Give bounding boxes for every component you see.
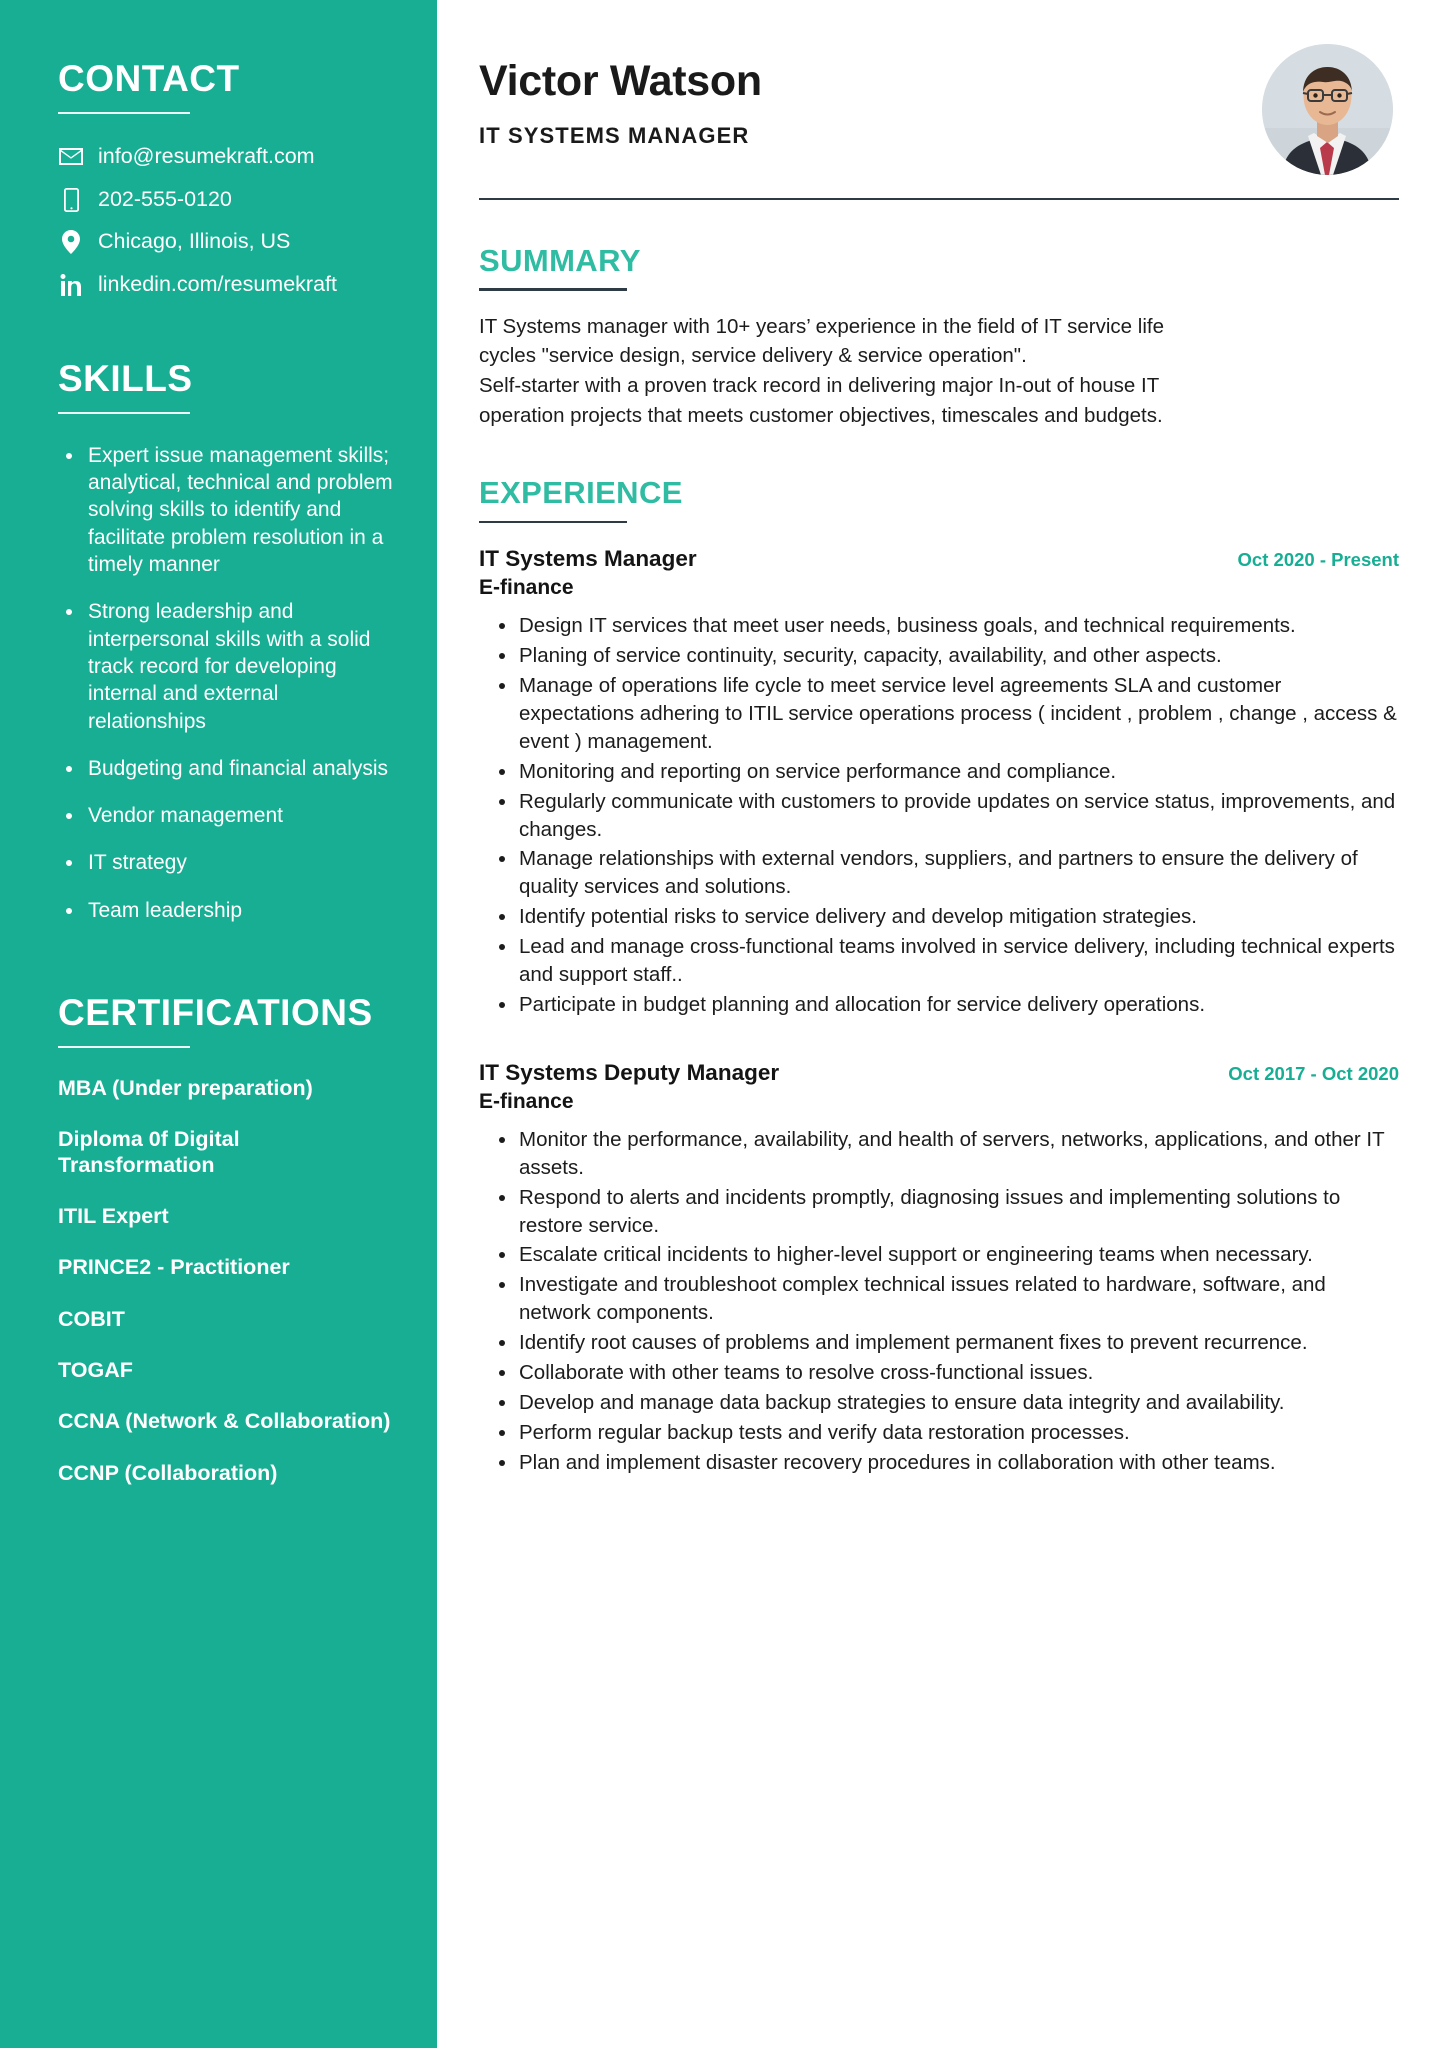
- skills-list: [58, 442, 399, 924]
- list-item: CCNP (Collaboration): [58, 1460, 278, 1485]
- contact-section: [58, 60, 399, 298]
- list-item: Investigate and troubleshoot complex technical issues related to hardware, software, and network components.: [479, 1271, 1399, 1327]
- experience-role: IT Systems Deputy Manager: [479, 1059, 780, 1085]
- skills-heading: SKILLS: [58, 358, 193, 400]
- list-item: Strong leadership and interpersonal skills with a solid track record for developing internal and external relationships: [58, 598, 399, 734]
- certifications-list: [58, 1076, 399, 1486]
- contact-item-email: [58, 144, 399, 170]
- list-item: Budgeting and financial analysis: [58, 755, 399, 782]
- experience-section: [479, 476, 1399, 1476]
- contact-item-linkedin[interactable]: [58, 272, 399, 298]
- experience-entry-head: [479, 1059, 1399, 1087]
- summary-line-3: Self-starter with a proven track record in delivering major In-out of house IT: [479, 374, 1160, 398]
- email-icon: [58, 148, 84, 165]
- list-item: Vendor management: [58, 802, 399, 829]
- list-item: Identify potential risks to service delivery and develop mitigation strategies.: [479, 903, 1399, 931]
- list-item: Diploma 0f Digital Transformation: [58, 1127, 240, 1177]
- page-title: Victor Watson: [479, 57, 762, 105]
- list-item: Team leadership: [58, 897, 399, 924]
- contact-list: [58, 144, 399, 298]
- avatar: [1262, 44, 1393, 175]
- list-item: Develop and manage data backup strategies to ensure data integrity and availability.: [479, 1389, 1399, 1417]
- contact-linkedin-text: linkedin.com/resumekraft: [98, 272, 337, 297]
- resume-header: [479, 44, 1399, 200]
- list-item: PRINCE2 - Practitioner: [58, 1255, 290, 1280]
- location-pin-icon: [58, 230, 84, 254]
- certifications-heading-wrap: [58, 994, 399, 1048]
- experience-bullets: [479, 612, 1399, 1018]
- summary-line-1: IT Systems manager with 10+ years’ experience in the field of IT service life: [479, 314, 1164, 338]
- experience-heading: EXPERIENCE: [479, 475, 683, 511]
- contact-email-text: info@resumekraft.com: [98, 143, 315, 168]
- experience-entry: [479, 1059, 1399, 1477]
- list-item: Monitoring and reporting on service performance and compliance.: [479, 758, 1399, 786]
- sidebar: [0, 0, 437, 2048]
- list-item: MBA (Under preparation): [58, 1075, 313, 1100]
- list-item: Regularly communicate with customers to provide updates on service status, improvements, and changes.: [479, 788, 1399, 844]
- experience-entry: [479, 545, 1399, 1019]
- list-item: Collaborate with other teams to resolve cross-functional issues.: [479, 1359, 1399, 1387]
- certifications-section: [58, 994, 399, 1486]
- experience-date: Oct 2017 - Oct 2020: [1228, 1062, 1399, 1084]
- contact-phone-text: 202-555-0120: [98, 186, 232, 211]
- list-item: Design IT services that meet user needs, business goals, and technical requirements.: [479, 612, 1399, 640]
- main-content: [437, 0, 1447, 2048]
- list-item: Monitor the performance, availability, and health of servers, networks, applications, and other IT assets.: [479, 1126, 1399, 1182]
- experience-role: IT Systems Manager: [479, 546, 697, 572]
- list-item: ITIL Expert: [58, 1203, 169, 1228]
- contact-item-location: [58, 229, 399, 255]
- experience-date: Oct 2020 - Present: [1237, 549, 1399, 571]
- summary-section: [479, 244, 1399, 430]
- linkedin-icon: [58, 274, 84, 296]
- list-item: TOGAF: [58, 1358, 133, 1383]
- skills-heading-wrap: [58, 360, 399, 414]
- list-item: Planing of service continuity, security, capacity, availability, and other aspects.: [479, 642, 1399, 670]
- summary-line-4: operation projects that meets customer objectives, timescales and budgets.: [479, 403, 1163, 427]
- experience-entry-head: [479, 545, 1399, 573]
- contact-heading-rule: [58, 112, 190, 114]
- list-item: CCNA (Network & Collaboration): [58, 1409, 391, 1434]
- experience-bullets: [479, 1126, 1399, 1477]
- header-row: [479, 44, 1399, 175]
- list-item: IT strategy: [58, 849, 399, 876]
- experience-company: E-finance: [479, 1089, 574, 1113]
- list-item: Manage of operations life cycle to meet service level agreements SLA and customer expectations adhering to ITIL service operations process ( incident , problem , change , access & event ) management.: [479, 672, 1399, 756]
- list-item: Manage relationships with external vendors, suppliers, and partners to ensure the delivery of quality services and solutions.: [479, 845, 1399, 901]
- list-item: Escalate critical incidents to higher-level support or engineering teams when necessary.: [479, 1241, 1399, 1269]
- contact-location-text: Chicago, Illinois, US: [98, 229, 291, 254]
- contact-heading-wrap: [58, 60, 399, 114]
- list-item: Perform regular backup tests and verify data restoration processes.: [479, 1419, 1399, 1447]
- experience-heading-rule: [479, 521, 627, 524]
- list-item: Expert issue management skills; analytical, technical and problem solving skills to identify and facilitate problem resolution in a timely manner: [58, 442, 399, 578]
- summary-body: [479, 312, 1399, 431]
- header-text: [479, 44, 762, 149]
- phone-icon: [58, 188, 84, 212]
- list-item: Identify root causes of problems and implement permanent fixes to prevent recurrence.: [479, 1329, 1399, 1357]
- list-item: Lead and manage cross-functional teams involved in service delivery, including technical experts and support staff..: [479, 933, 1399, 989]
- experience-list: [479, 545, 1399, 1476]
- skills-heading-rule: [58, 412, 190, 414]
- header-job-title: IT SYSTEMS MANAGER: [479, 123, 750, 149]
- list-item: COBIT: [58, 1306, 125, 1331]
- summary-line-2: cycles "service design, service delivery & service operation".: [479, 344, 1027, 368]
- summary-heading-rule: [479, 288, 627, 291]
- list-item: Respond to alerts and incidents promptly, diagnosing issues and implementing solutions to restore service.: [479, 1184, 1399, 1240]
- header-divider: [479, 198, 1399, 200]
- certifications-heading-rule: [58, 1046, 190, 1048]
- experience-company: E-finance: [479, 576, 574, 600]
- certifications-heading: CERTIFICATIONS: [58, 992, 373, 1034]
- list-item: Plan and implement disaster recovery procedures in collaboration with other teams.: [479, 1449, 1399, 1477]
- contact-heading: CONTACT: [58, 58, 240, 99]
- skills-section: [58, 360, 399, 924]
- contact-item-phone: [58, 187, 399, 213]
- summary-heading: SUMMARY: [479, 243, 641, 278]
- list-item: Participate in budget planning and allocation for service delivery operations.: [479, 991, 1399, 1019]
